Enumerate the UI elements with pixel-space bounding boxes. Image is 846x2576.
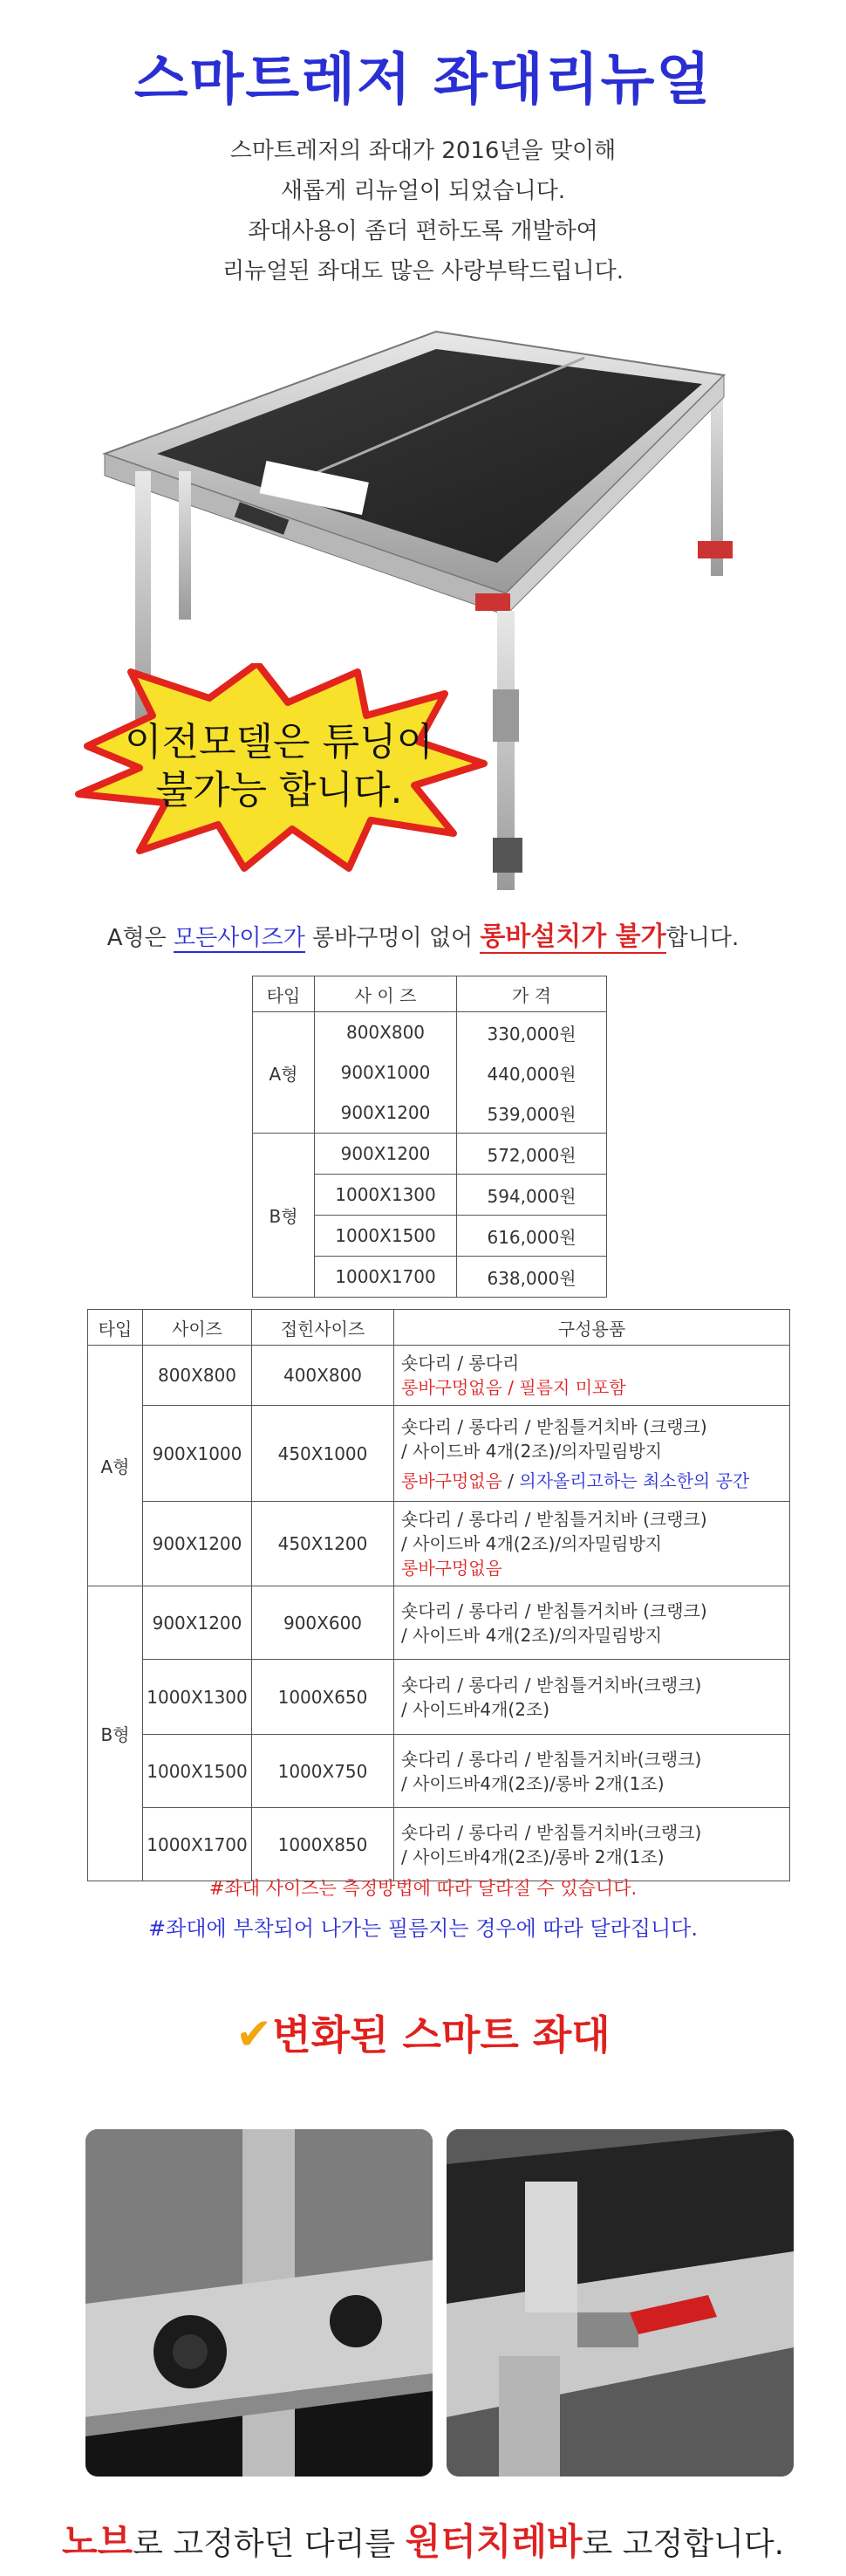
component-note: 롱바구멍없음	[401, 1558, 502, 1579]
column-header: 타입	[88, 1310, 143, 1346]
component-note	[401, 1469, 782, 1493]
folded-size-cell: 1000X750	[252, 1735, 394, 1808]
footnote-film: #좌대에 부착되어 나가는 필름지는 경우에 따라 달라집니다.	[148, 1916, 698, 1941]
type-cell: B형	[253, 1134, 315, 1298]
component-line: / 사이드바4개(2조)/롱바 2개(1조)	[401, 1772, 665, 1794]
note-text: 합니다.	[665, 925, 740, 951]
size-cell: 900X1200	[143, 1502, 252, 1586]
size-cell: 1000X1500	[315, 1216, 457, 1257]
size-cell: 900X1200	[143, 1586, 252, 1660]
warning-starburst	[70, 663, 488, 873]
column-header: 가 격	[457, 976, 607, 1012]
components-cell	[394, 1502, 790, 1586]
component-line: 숏다리 / 롱다리 / 받침틀거치바(크랭크)	[401, 1821, 702, 1843]
column-header: 구성용품	[394, 1310, 790, 1346]
folded-size-cell: 450X1000	[252, 1406, 394, 1502]
components-cell	[394, 1808, 790, 1881]
size-cell: 1000X1500	[143, 1735, 252, 1808]
table-row	[88, 1502, 790, 1586]
column-header: 타입	[253, 976, 315, 1012]
component-line: 숏다리 / 롱다리 / 받침틀거치바 (크랭크)	[401, 1509, 707, 1530]
intro-line: 새롭게 리뉴얼이 되었습니다.	[280, 178, 566, 204]
folded-size-cell: 1000X650	[252, 1660, 394, 1735]
price-cell: 440,000원	[457, 1052, 607, 1093]
footnote-size: #좌대 사이즈는 측정방법에 따라 달라질 수 있습니다.	[208, 1878, 638, 1899]
spec-table	[87, 1309, 790, 1881]
price-cell: 594,000원	[457, 1175, 607, 1216]
size-cell: 1000X1300	[143, 1660, 252, 1735]
note-highlight: 모든사이즈가	[174, 925, 305, 951]
type-cell: B형	[88, 1586, 143, 1881]
size-cell: 1000X1300	[315, 1175, 457, 1216]
component-line: / 사이드바4개(2조)	[401, 1698, 550, 1720]
component-note-red: 롱바구멍없음	[401, 1470, 502, 1491]
price-cell: 638,000원	[457, 1257, 607, 1298]
size-cell: 900X1000	[143, 1406, 252, 1502]
table-row	[88, 1406, 790, 1502]
checkmark-icon: ✔	[235, 2009, 273, 2059]
component-note: 롱바구멍없음 / 필름지 미포함	[401, 1377, 626, 1398]
intro-line: 좌대사용이 좀더 편하도록 개발하여	[248, 218, 598, 244]
size-cell: 800X800	[315, 1012, 457, 1053]
folded-size-cell: 400X800	[252, 1346, 394, 1406]
type-cell: A형	[88, 1346, 143, 1586]
price-table	[252, 976, 607, 1298]
component-line: / 사이드바 4개(2조)/의자밀림방지	[401, 1533, 663, 1554]
a-type-note	[0, 915, 846, 953]
size-cell: 1000X1700	[143, 1808, 252, 1881]
section-title-text: 변화된 스마트 좌대	[272, 2011, 611, 2059]
price-cell: 539,000원	[457, 1093, 607, 1134]
size-cell: 900X1200	[315, 1134, 457, 1175]
table-row	[88, 1346, 790, 1406]
size-cell: 1000X1700	[315, 1257, 457, 1298]
column-header: 사이즈	[143, 1310, 252, 1346]
column-header: 사 이 즈	[315, 976, 457, 1012]
components-cell	[394, 1406, 790, 1502]
price-cell: 616,000원	[457, 1216, 607, 1257]
table-row	[88, 1660, 790, 1735]
folded-size-cell: 900X600	[252, 1586, 394, 1660]
lever-photo	[447, 2129, 794, 2477]
caption-text: 로 고정합니다.	[582, 2526, 785, 2562]
component-line: 숏다리 / 롱다리 / 받침틀거치바(크랭크)	[401, 1748, 702, 1770]
starburst-line-2: 불가능 합니다.	[155, 768, 403, 812]
component-line: / 사이드바 4개(2조)/의자밀림방지	[401, 1624, 663, 1646]
note-text: A형은	[106, 925, 174, 951]
photo-caption	[0, 2513, 846, 2566]
knob-photo	[85, 2129, 433, 2477]
size-cell: 800X800	[143, 1346, 252, 1406]
table-row	[88, 1735, 790, 1808]
component-line: 숏다리 / 롱다리	[401, 1353, 520, 1374]
intro-line: 리뉴얼된 좌대도 많은 사랑부탁드립니다.	[222, 258, 624, 284]
intro-line: 스마트레저의 좌대가 2016년을 맞이해	[229, 138, 617, 164]
component-line: 숏다리 / 롱다리 / 받침틀거치바 (크랭크)	[401, 1600, 707, 1621]
table-row	[88, 1808, 790, 1881]
column-header: 접힌사이즈	[252, 1310, 394, 1346]
table-row	[253, 1134, 607, 1175]
components-cell	[394, 1660, 790, 1735]
size-cell: 900X1000	[315, 1052, 457, 1093]
caption-lever: 원터치레바	[405, 2520, 583, 2563]
components-cell	[394, 1735, 790, 1808]
starburst-line-1: 이전모델은 튜닝이	[124, 720, 434, 764]
price-cell: 572,000원	[457, 1134, 607, 1175]
caption-knob: 노브	[61, 2520, 133, 2563]
caption-text: 로 고정하던 다리를	[133, 2526, 406, 2562]
component-note-blue: 의자올리고하는 최소한의 공간	[519, 1470, 750, 1491]
type-cell: A형	[253, 1012, 315, 1134]
components-cell	[394, 1346, 790, 1406]
component-line: 숏다리 / 롱다리 / 받침틀거치바(크랭크)	[401, 1674, 702, 1696]
table-row	[88, 1586, 790, 1660]
component-line: 숏다리 / 롱다리 / 받침틀거치바 (크랭크)	[401, 1415, 707, 1437]
note-warning: 롱바설치가 불가	[480, 921, 666, 952]
component-line: / 사이드바 4개(2조)/의자밀림방지	[401, 1440, 663, 1462]
note-text: 롱바구멍이 없어	[304, 925, 481, 951]
size-cell: 900X1200	[315, 1093, 457, 1134]
table-row	[253, 1012, 607, 1053]
price-cell: 330,000원	[457, 1012, 607, 1053]
components-cell	[394, 1586, 790, 1660]
intro-text	[0, 131, 846, 291]
folded-size-cell: 450X1200	[252, 1502, 394, 1586]
section-title	[0, 2004, 846, 2061]
page-title: 스마트레저 좌대리뉴얼	[133, 48, 713, 113]
folded-size-cell: 1000X850	[252, 1808, 394, 1881]
component-note-sep: /	[501, 1470, 520, 1491]
component-line: / 사이드바4개(2조)/롱바 2개(1조)	[401, 1846, 665, 1867]
